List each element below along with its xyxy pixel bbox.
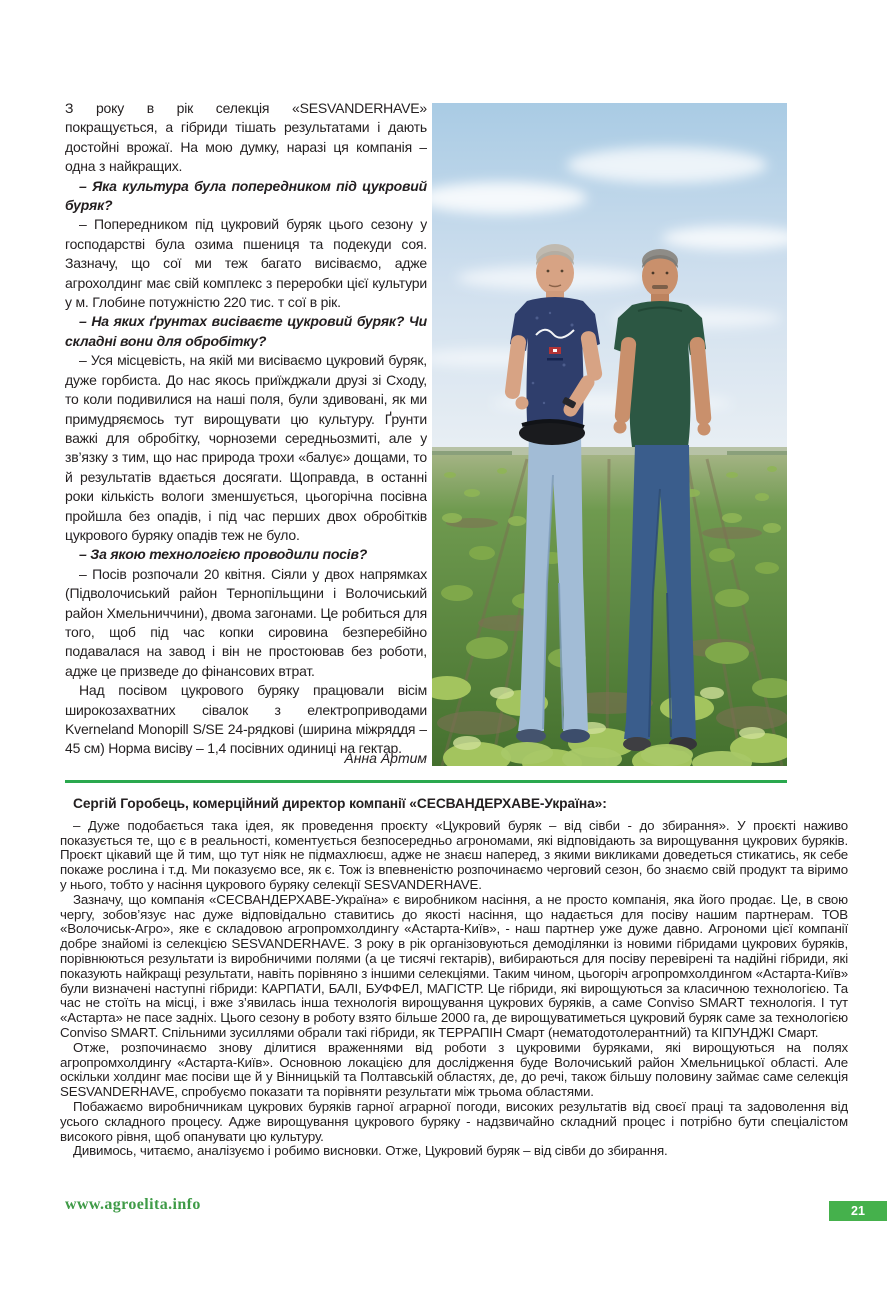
photo-agronomists-in-beet-field [432,103,787,766]
website-link[interactable]: www.agroelita.info [65,1196,201,1213]
interview-answer: – Посів розпочали 20 квітня. Сіяли у двох напрямках (Підволочиський район Тернопільщини і Волочиський район Хмельниччини), двома загонами. Це робиться для того, щоб під час копки сировина безперебійно подавалася на завод і він не простоював без роботи, адже це призведе до фінансових втрат. [65,565,427,679]
section-divider [65,780,787,783]
commentary-paragraph: Зазначу, що компанія «СЕСВАНДЕРХАВЕ-Україна» є виробником насіння, а не просто компанія, яка його продає. Це, в свою чергу, зобов’язує нас дуже відповідально ставитись до якості насіння, що надається для посіву нашим партнерам. ТОВ «Волочиськ-Агро», яке є складовою агропромхолдингу «Астарта-Київ», - наш партнер уже дуже давно. Агрономи цієї компанії добре знайомі із селекцією SESVANDERHAVE. З року в рік організовуються демоділянки із новими гібридами цукрових буряків, порівнюються результати із виробничими полями (а це тисячі гектарів), вибираються для посіву перевірені та надійні гібриди, які показують найкращі результати, навіть порівняно з іншими селекціями. Таким чином, цьогоріч агропромхолдингом «Астарта-Київ» були визначені наступні гібриди: КАРПАТИ, БАЛІ, БУФФЕЛ, МАГІСТР. Це гібриди, які вирощуються за класичною технологією. Та час не стоїть на місці, і вже з’явилась інша технологія вирощування цукрових буряків, а саме Conviso SMART технологія. І тут «Астарта» не пасе задніх. Цього сезону в роботу взято більше 2000 га, де вирощуватиметься цукровий буряк саме за технологією Conviso SMART. Спільними зусиллями обрали такі гібриди, як ТЕРРАПІН Смарт (нематодотолерантний) та КІПУНДЖІ Смарт. [60,891,848,1040]
interview-answer: – Попередником під цукровий буряк цього сезону у господарстві була озима пшениця та подекуди соя. Зазначу, що сої ми теж багато висіваємо, адже агрохолдинг має свій комплекс з переробки цієї культури у м. Глобине потужністю 220 тис. т сої в рік. [65,216,427,311]
commentary-paragraph: Отже, розпочинаємо знову ділитися враженнями від роботи з цукровими буряками, які вирощуються на полях агропромхолдингу «Астарта-Київ». Основною локацією для дослідження буде Волочиський район Хмельницької області. Але оскільки холдинг має посіви ще й у Вінницькій та Полтавській областях, де, до речі, також більшу половину займає саме селекція SESVANDERHAVE, спробуємо показати та порівняти результати між трьома областями. [60,1039,848,1100]
interview-paragraph: З року в рік селекція «SESVANDERHAVE» покращується, а гібриди тішать результатами і дають достойні врожаї. На мою думку, наразі ця компанія – одна з найкращих. [65,100,427,175]
interview-answer: – Уся місцевість, на якій ми висіваємо цукровий буряк, дуже горбиста. До нас якось приїжджали друзі зі Сходу, то коли подивилися на наші поля, були здивовані, як ми примудряємось тут вирощувати цю культуру. Ґрунти важкі для обробітку, чорноземи середньозмиті, але у зв’язку з тим, що нас природа трохи «балує» дощами, то й результатів вдається досягати. Щоправда, в останні роки кількість вологи зменшується, цьогорічна посівна пройшла без опадів, і під час перших двох обробітків цукрового буряку опадів теж не було. [65,352,427,543]
commentary-section [60,797,848,1159]
commentary-paragraph: Дивимось, читаємо, аналізуємо і робимо висновки. Отже, Цукровий буряк – від сівби до збирання. [73,1143,668,1159]
page-number: 21 [851,1204,865,1218]
interview-question: – Яка культура була попередником під цукровий буряк? [65,177,427,214]
commentary-paragraph: Побажаємо виробничникам цукрових буряків гарної аграрної погоди, високих результатів від своєї праці та задоволення від усього складного процесу. Адже вирощування цукрового буряку - надзвичайно складний процес і потрібно бути спеціалістом високого рівня, щоб опанувати цю культуру. [60,1098,848,1144]
interview-answer: Над посівом цукрового буряку працювали вісім широкозахватних сівалок з електроприводами Kverneland Monopill S/SE 24-рядкові (ширина міжряддя – 45 см) Норма висіву – 1,4 посівних одиниці на гектар. [65,682,427,757]
page-number-badge [829,1201,887,1221]
interview-column [65,99,427,759]
field-photo-illustration [432,103,787,766]
interview-question: – На яких ґрунтах висіваєте цукровий буряк? Чи складні вони для обробітку? [65,313,427,349]
commentary-header: Сергій Горобець, комерційний директор компанії «СЕСВАНДЕРХАВЕ-Україна»: [73,796,607,811]
interview-question: – За якою технологією проводили посів? [79,546,368,563]
commentary-paragraph: – Дуже подобається така ідея, як проведення проєкту «Цукровий буряк – від сівби - до збирання». У проєкті наживо показується те, що є в реальності, коментується безпосередньо агрономами, які відповідають за вирощування цукрових буряків. Проєкт цікавий ще й тим, що тут ніяк не підмахлюєш, адже не знаєш наперед, з якими викликами доведеться стикатись, як себе покаже рослина і т.д. Ми показуємо все, як є. Тож із впевненістю розпочинаємо черговий сезон, бо знаємо свій продукт та віримо у нього, тобто у насіння цукрового буряку селекції SESVANDERHAVE. [60,817,848,892]
author-byline: Анна Артим [344,750,427,766]
